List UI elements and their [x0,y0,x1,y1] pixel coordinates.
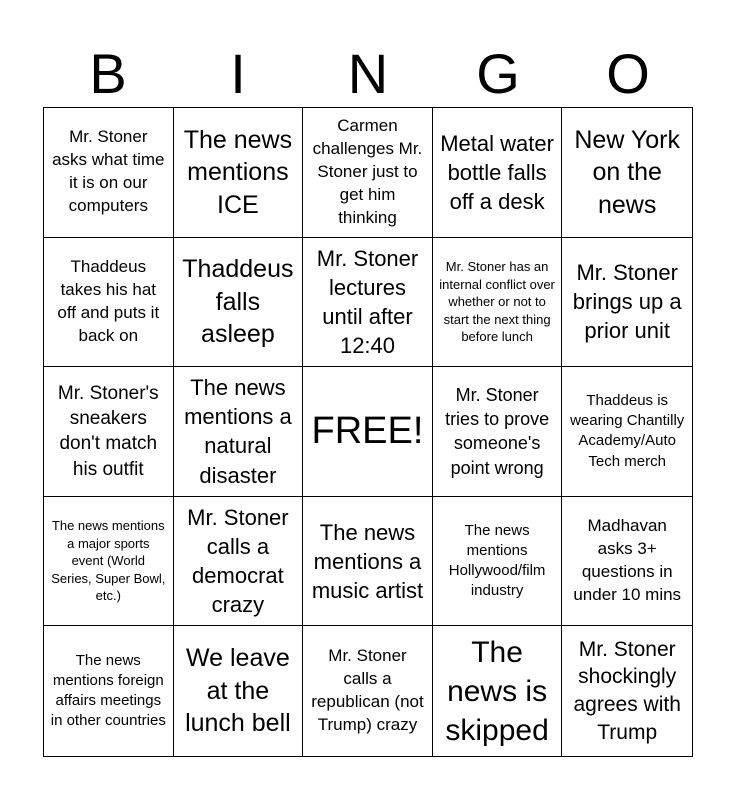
bingo-cell-r1-c1[interactable] [44,108,174,238]
cell-text: The news mentions ICE [183,125,293,219]
cell-text: Mr. Stoner calls a democrat crazy [187,505,289,618]
header-letter-b: B [89,42,127,105]
cell-text: We leave at the lunch bell [185,644,291,738]
bingo-cell-r4-c5[interactable] [562,497,692,627]
bingo-cell-r2-c5[interactable] [562,238,692,368]
bingo-cell-r3-c4[interactable] [433,367,563,497]
cell-text: The news mentions a major sports event (World Series, Super Bowl, etc.) [51,518,166,604]
cell-text: Thaddeus takes his hat off and puts it back on [57,257,160,345]
cell-text: Mr. Stoner lectures until after 12:40 [316,245,419,358]
cell-text: Mr. Stoner has an internal conflict over whether or not to start the next thing before lunch [439,259,555,345]
cell-text: Mr. Stoner shockingly agrees with Trump [573,637,681,744]
cell-text: Mr. Stoner asks what time it is on our computers [52,127,165,216]
bingo-cell-r3-c3[interactable] [303,367,433,497]
bingo-cell-r5-c2[interactable] [174,626,304,756]
header-letter-n: N [347,42,389,105]
cell-text: The news mentions foreign affairs meetings in other countries [50,651,166,730]
header-letter-g: G [476,42,520,105]
free-space: FREE! [311,409,424,452]
cell-text: The news mentions Hollywood/film industry [448,521,546,600]
cell-text: Thaddeus is wearing Chantilly Academy/Auto Tech merch [570,391,685,470]
bingo-cell-r5-c4[interactable] [433,626,563,756]
cell-text: New York on the news [574,125,680,219]
bingo-cell-r1-c2[interactable] [174,108,304,238]
cell-text: The news mentions a music artist [311,519,424,603]
bingo-cell-r2-c4[interactable] [433,238,563,368]
cell-text: The news mentions a natural disaster [184,375,292,488]
cell-text: Carmen challenges Mr. Stoner just to get him thinking [312,115,423,227]
header-letter-o: O [606,42,650,105]
bingo-board [43,107,693,757]
bingo-cell-r1-c3[interactable] [303,108,433,238]
bingo-cell-r4-c4[interactable] [433,497,563,627]
bingo-cell-r1-c5[interactable] [562,108,692,238]
bingo-cell-r2-c1[interactable] [44,238,174,368]
cell-text: Mr. Stoner calls a republican (not Trump) crazy [311,646,424,735]
bingo-cell-r2-c3[interactable] [303,238,433,368]
bingo-cell-r3-c5[interactable] [562,367,692,497]
header-letter-i: I [230,42,246,105]
bingo-cell-r4-c1[interactable] [44,497,174,627]
bingo-cell-r4-c2[interactable] [174,497,304,627]
cell-text: Mr. Stoner brings up a prior unit [572,260,682,344]
cell-text: Mr. Stoner tries to prove someone's point wrong [445,384,550,478]
cell-text: Madhavan asks 3+ questions in under 10 mins [573,516,682,605]
bingo-cell-r5-c1[interactable] [44,626,174,756]
bingo-cell-r1-c4[interactable] [433,108,563,238]
bingo-cell-r3-c2[interactable] [174,367,304,497]
cell-text: Mr. Stoner's sneakers don't match his outfit [57,383,159,480]
bingo-header [43,40,693,108]
cell-text: Thaddeus falls asleep [182,255,294,349]
bingo-cell-r5-c3[interactable] [303,626,433,756]
cell-text: The news is skipped [445,635,549,747]
bingo-cell-r3-c1[interactable] [44,367,174,497]
bingo-cell-r4-c3[interactable] [303,497,433,627]
cell-text: Metal water bottle falls off a desk [440,130,554,214]
bingo-cell-r5-c5[interactable] [562,626,692,756]
bingo-cell-r2-c2[interactable] [174,238,304,368]
